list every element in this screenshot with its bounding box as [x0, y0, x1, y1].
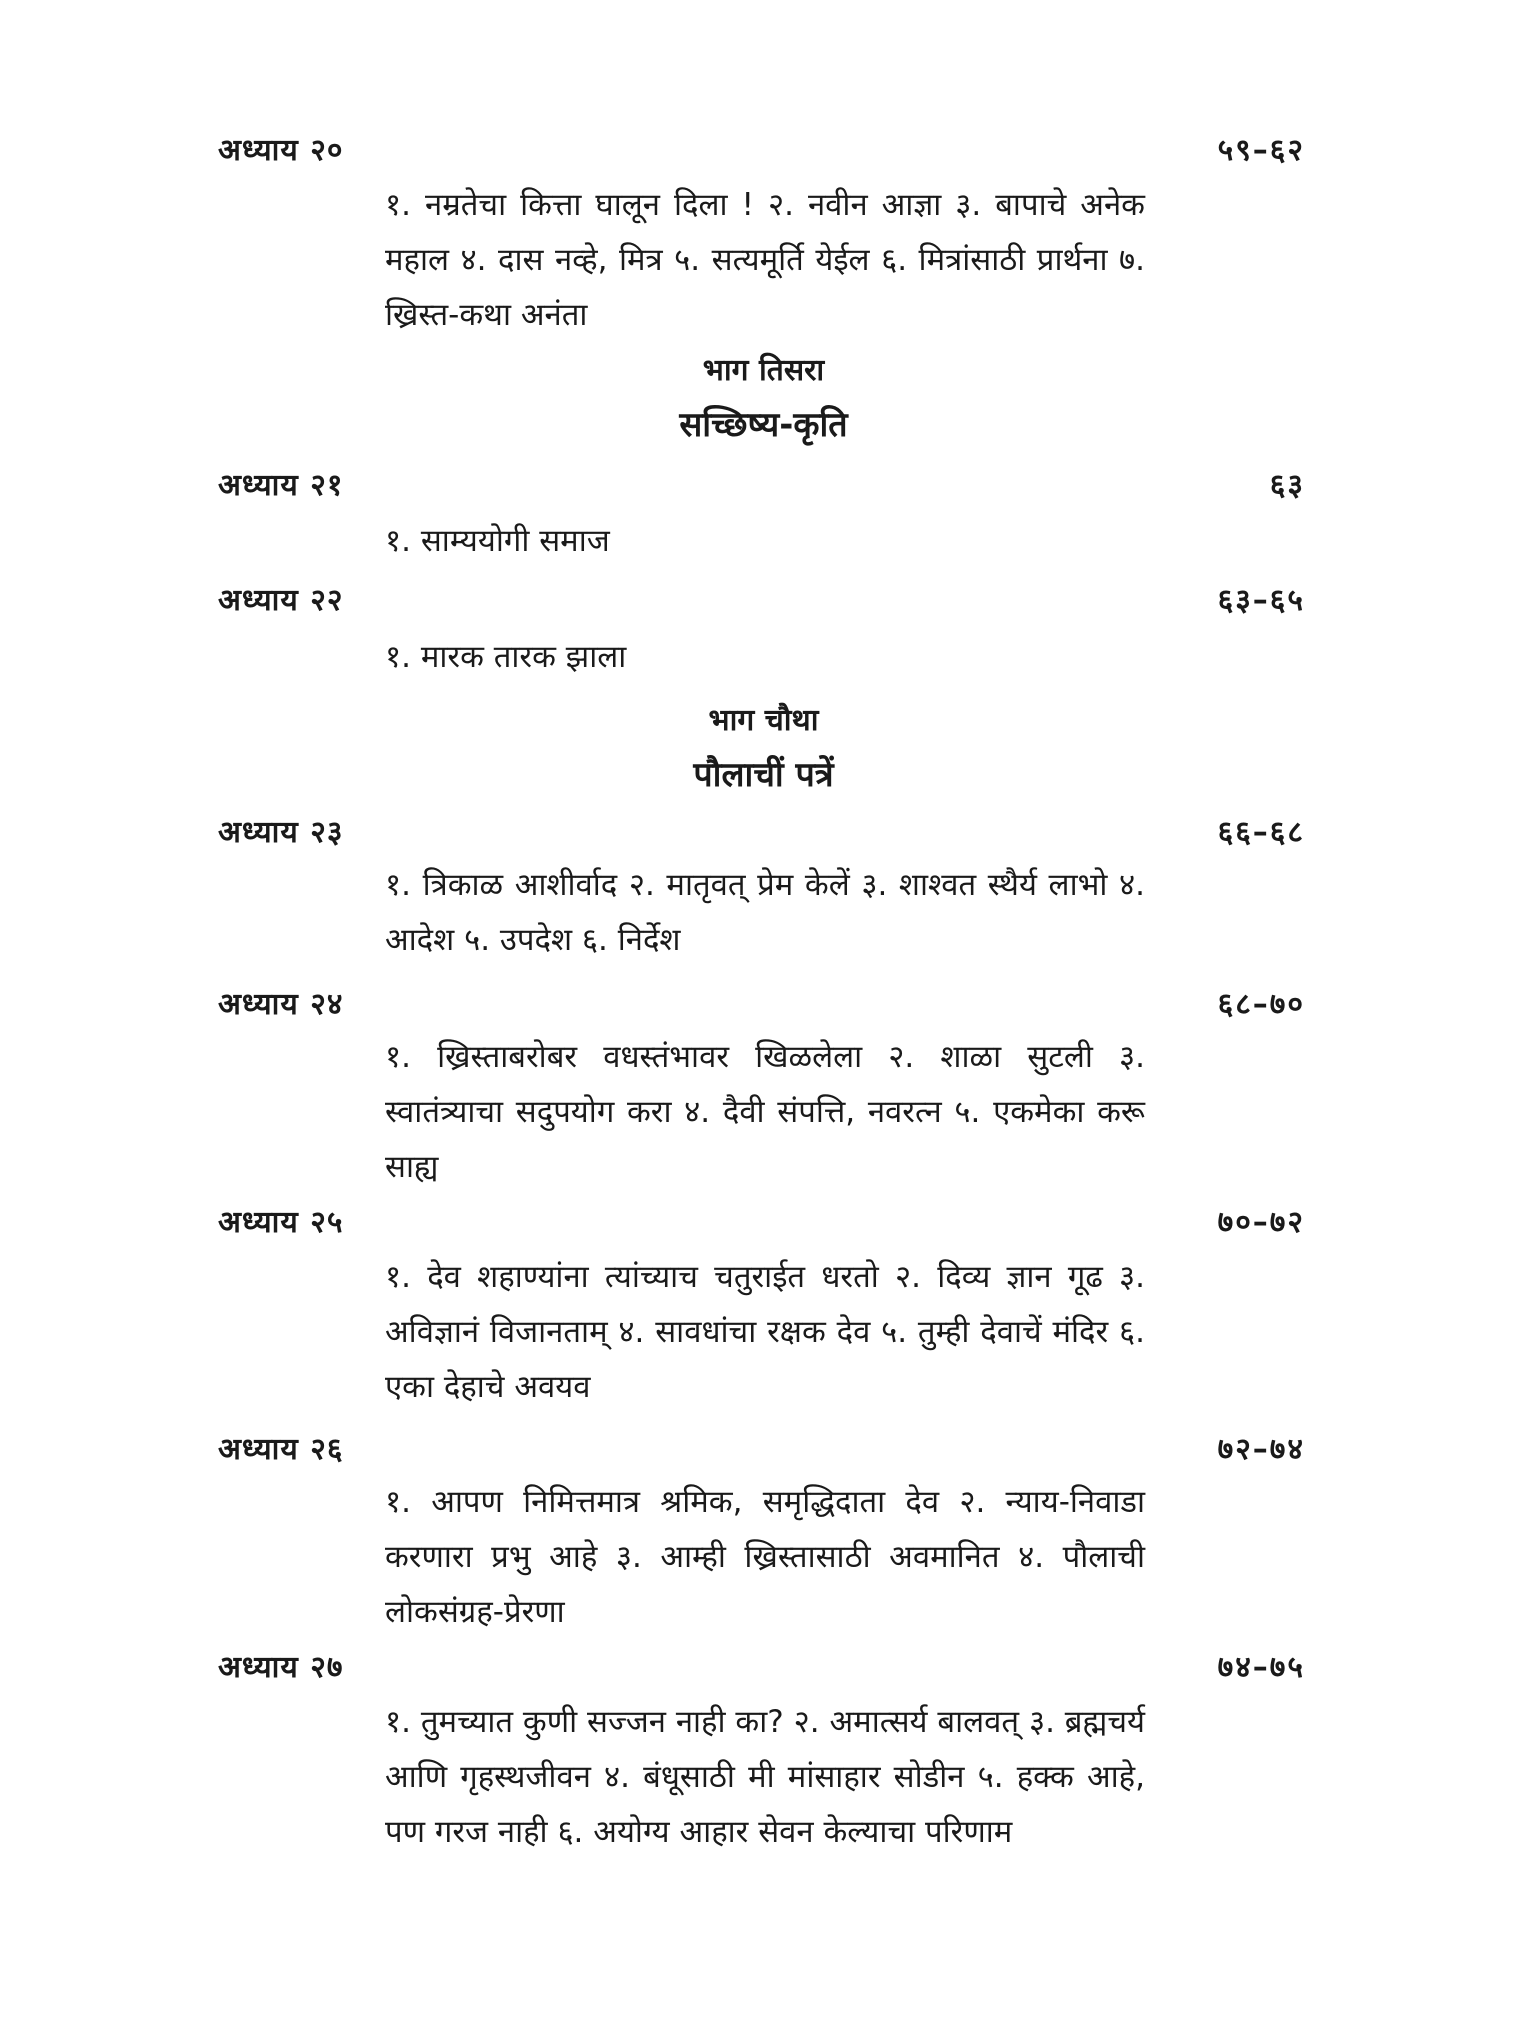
chapter-page-range: ७०–७२ — [1217, 1205, 1305, 1240]
chapter-heading — [218, 1427, 1305, 1468]
chapter-heading — [218, 810, 1305, 851]
part-number: भाग चौथा — [708, 703, 819, 738]
chapter-heading — [218, 1645, 1305, 1686]
chapter-page-range: ६८–७० — [1217, 987, 1305, 1022]
chapter-heading — [218, 1200, 1305, 1241]
chapter-sections: १. देव शहाण्यांना त्यांच्याच चतुराईत धरतो २. दिव्य ज्ञान गूढ ३. अविज्ञानं विजानताम् ४. सावधांचा रक्षक देव ५. तुम्ही देवाचें मंदिर ६. एका देहाचे अवयव — [385, 1259, 1145, 1405]
chapter-sections: १. मारक तारक झाला — [385, 639, 627, 675]
chapter-title: अध्याय २५ — [218, 1205, 344, 1240]
part-number: भाग तिसरा — [702, 353, 825, 388]
chapter-title: अध्याय २७ — [218, 1650, 344, 1685]
chapter-sections: १. त्रिकाळ आशीर्वाद २. मातृवत् प्रेम केलें ३. शाश्वत स्थैर्य लाभो ४. आदेश ५. उपदेश ६. निर्देश — [385, 867, 1145, 958]
chapter-sections: १. ख्रिस्ताबरोबर वधस्तंभावर खिळलेला २. शाळा सुटली ३. स्वातंत्र्याचा सदुपयोग करा ४. दैवी संपत्ति, नवरत्न ५. एकमेका करू साह्य — [385, 1039, 1145, 1185]
chapter-page-range: ६३ — [1269, 468, 1305, 503]
chapter-title: अध्याय २० — [218, 133, 344, 168]
chapter-heading — [218, 128, 1305, 169]
chapter-heading — [218, 463, 1305, 504]
part-title: पौलाचीं पत्रें — [693, 755, 834, 795]
chapter-heading — [218, 578, 1305, 619]
part-title: सच्छिष्य-कृति — [679, 405, 848, 445]
chapter-sections: १. नम्रतेचा कित्ता घालून दिला ! २. नवीन आज्ञा ३. बापाचे अनेक महाल ४. दास नव्हे, मित्र ५. सत्यमूर्ति येईल ६. मित्रांसाठी प्रार्थना ७. ख्रिस्त-कथा अनंता — [385, 187, 1145, 333]
chapter-page-range: ६३–६५ — [1217, 583, 1305, 618]
chapter-title: अध्याय २२ — [218, 583, 344, 618]
chapter-sections: १. तुमच्यात कुणी सज्जन नाही का? २. अमात्सर्य बालवत् ३. ब्रह्मचर्य आणि गृहस्थजीवन ४. बंधूसाठी मी मांसाहार सोडीन ५. हक्क आहे, पण गरज नाही ६. अयोग्य आहार सेवन केल्याचा परिणाम — [385, 1704, 1145, 1850]
chapter-page-range: ५९–६२ — [1217, 133, 1305, 168]
chapter-heading — [218, 982, 1305, 1023]
chapter-sections: १. आपण निमित्तमात्र श्रमिक, समृद्धिदाता देव २. न्याय-निवाडा करणारा प्रभु आहे ३. आम्ही ख्रिस्तासाठी अवमानित ४. पौलाची लोकसंग्रह-प्रेरणा — [385, 1484, 1145, 1630]
chapter-title: अध्याय २३ — [218, 815, 344, 850]
chapter-title: अध्याय २४ — [218, 987, 344, 1022]
chapter-title: अध्याय २६ — [218, 1432, 344, 1467]
chapter-sections: १. साम्ययोगी समाज — [385, 523, 610, 559]
chapter-page-range: ७२–७४ — [1217, 1432, 1305, 1467]
chapter-title: अध्याय २१ — [218, 468, 344, 503]
chapter-page-range: ७४–७५ — [1217, 1650, 1305, 1685]
chapter-page-range: ६६–६८ — [1217, 815, 1305, 850]
